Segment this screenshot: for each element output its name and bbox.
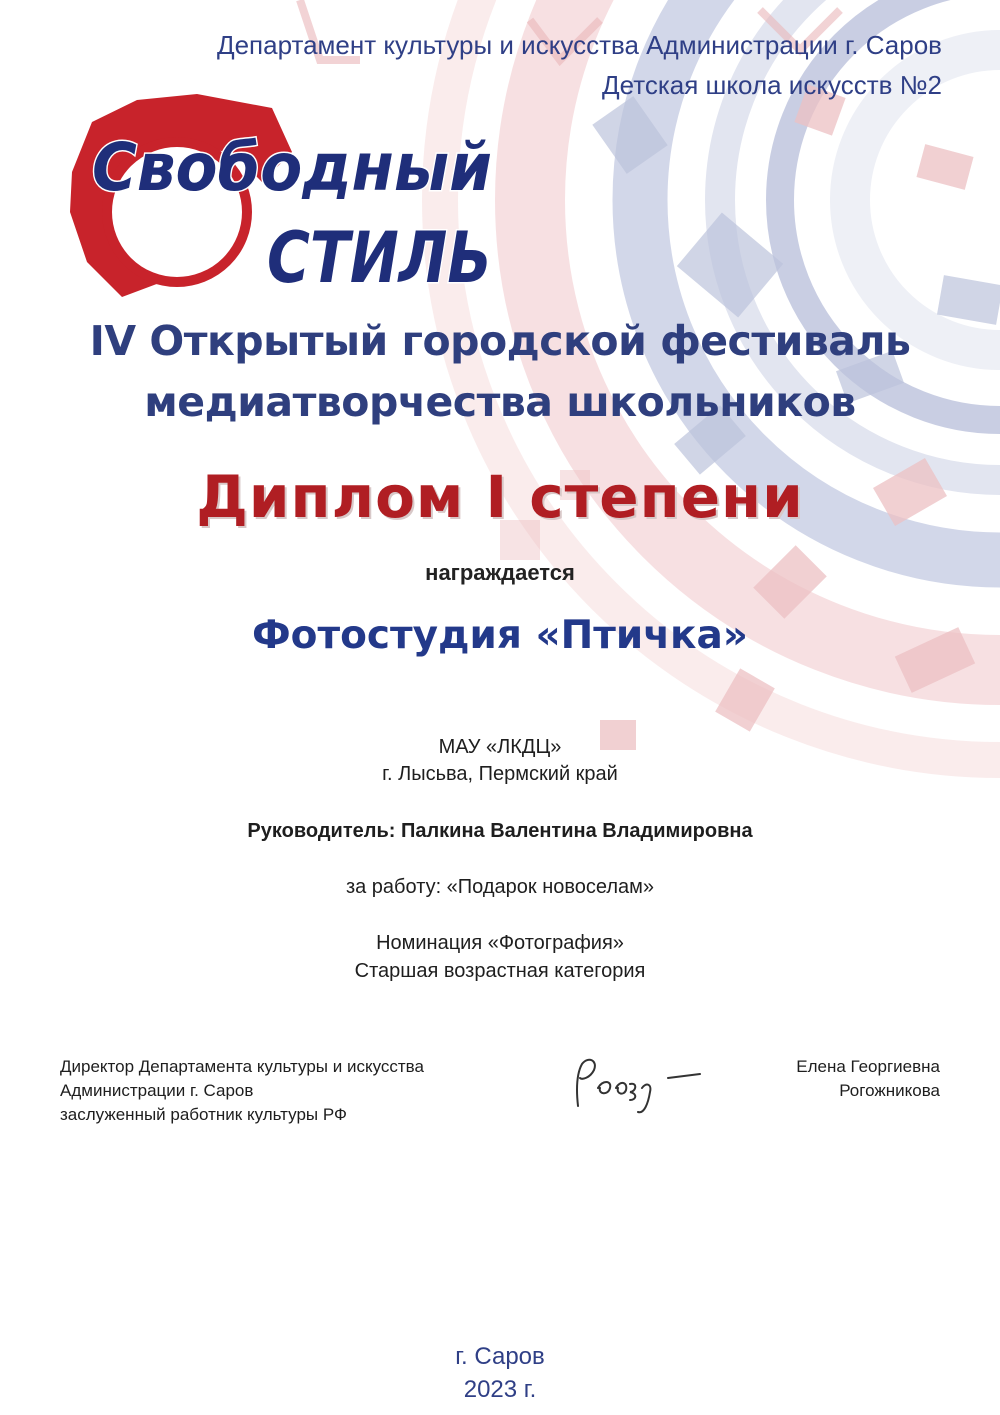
leader-name: Руководитель: Палкина Валентина Владимировна <box>247 820 753 842</box>
work-title: за работу: «Подарок новоселам» <box>345 876 655 898</box>
signatory-position <box>60 1055 424 1127</box>
logo-word-2: СТИЛЬ <box>267 217 492 299</box>
festival-title-line1: IV Открытый городской фестиваль <box>89 317 911 365</box>
signatory-surname: Рогожникова <box>839 1081 940 1100</box>
footer-year: 2023 г. <box>463 1376 537 1403</box>
diploma-title: Диплом I степени <box>196 463 804 531</box>
signatory-first-names: Елена Георгиевна <box>796 1057 940 1076</box>
handwritten-signature <box>568 1048 718 1118</box>
school-name: Детская школа искусств №2 <box>602 70 942 100</box>
festival-title-line2: медиатворчества школьников <box>144 378 856 426</box>
nomination: Номинация «Фотография» <box>376 932 624 954</box>
festival-logo <box>62 92 512 302</box>
position-line-2: Администрации г. Саров <box>60 1081 254 1100</box>
recipient-city: г. Лысьва, Пермский край <box>382 763 618 785</box>
position-line-3: заслуженный работник культуры РФ <box>60 1105 347 1124</box>
recipient-organization: МАУ «ЛКДЦ» <box>438 736 562 758</box>
position-line-1: Директор Департамента культуры и искусства <box>60 1057 424 1076</box>
logo-word-1: Свободный <box>92 129 492 206</box>
footer-city: г. Саров <box>455 1343 545 1370</box>
recipient-name: Фотостудия «Птичка» <box>252 613 748 658</box>
awarded-label: награждается <box>425 560 575 585</box>
age-category: Старшая возрастная категория <box>354 960 646 982</box>
signatory-name <box>796 1055 940 1103</box>
department-name: Департамент культуры и искусства Администрации г. Саров <box>216 30 942 60</box>
